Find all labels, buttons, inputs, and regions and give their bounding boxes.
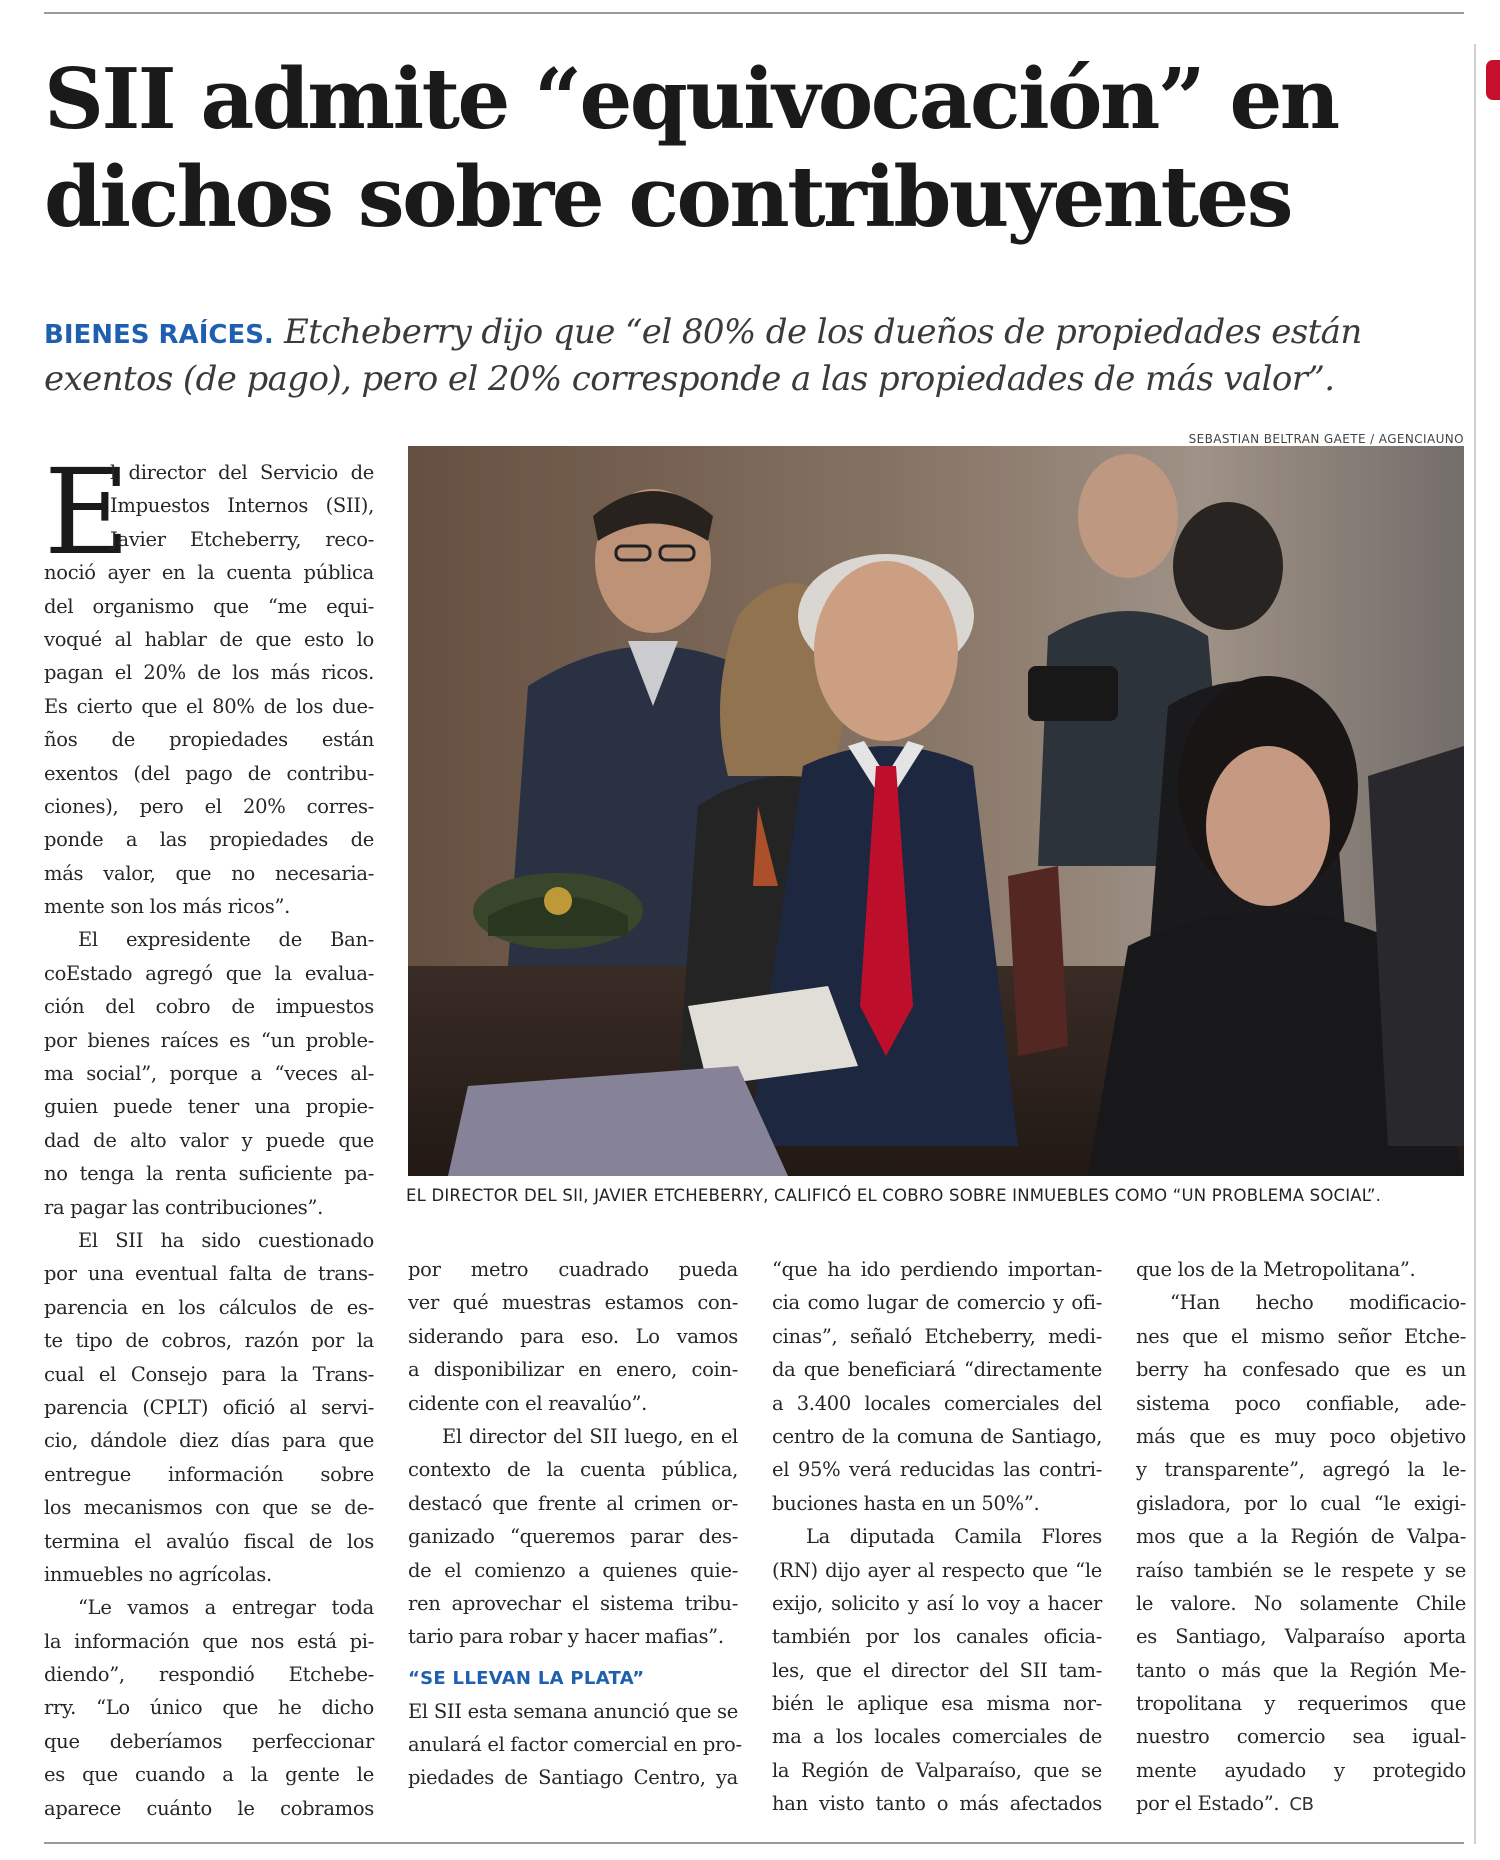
text-line: coEstado agregó que la evalua- [44, 961, 374, 985]
text-line: ganizado “queremos parar des- [408, 1525, 738, 1549]
column-divider [1474, 44, 1476, 1844]
text-line: ra pagar las contribuciones”. [44, 1195, 324, 1219]
text-line: exijo, solicito y así lo voy a hacer [772, 1591, 1102, 1615]
photo-illustration [408, 446, 1464, 1176]
text-line: es que cuando a la gente le [44, 1763, 374, 1787]
text-line: de el comienzo a quienes quie- [408, 1558, 738, 1582]
text-line: el 95% verá reducidas las contri- [772, 1458, 1102, 1482]
photo-credit: SEBASTIAN BELTRAN GAETE / AGENCIAUNO [1188, 432, 1464, 446]
text-line: por una eventual falta de trans- [44, 1262, 374, 1286]
text-line: bién le aplique esa misma nor- [772, 1692, 1102, 1716]
text-line: El SII esta semana anunció que se [408, 1699, 738, 1723]
text-line: tario para robar y hacer mafias”. [408, 1625, 724, 1649]
text-line: la Región de Valparaíso, que se [772, 1758, 1102, 1782]
text-line: han visto tanto o más afectados [772, 1792, 1102, 1816]
text-line: El SII ha sido cuestionado [78, 1228, 374, 1252]
text-line: siderando para eso. Lo vamos [408, 1324, 738, 1348]
text-line: noció ayer en la cuenta pública [44, 561, 374, 585]
text-line: y transparente”, agregó la le- [1136, 1458, 1466, 1482]
text-line: centro de la comuna de Santiago, [772, 1424, 1102, 1448]
text-line: “Le vamos a entregar toda [78, 1596, 374, 1620]
text-line: nes que el mismo señor Etche- [1136, 1324, 1466, 1348]
text-line: tropolitana y requerimos que [1136, 1692, 1466, 1716]
text-line: ciones), pero el 20% corres- [44, 794, 374, 818]
text-line: “que ha ido perdiendo importan- [772, 1258, 1102, 1281]
deck-line-1 [44, 310, 1464, 357]
adjacent-red-mark [1486, 60, 1500, 100]
text-line: ver qué muestras estamos con- [408, 1291, 738, 1315]
text-line: le valore. No solamente Chile [1136, 1591, 1466, 1615]
text-line: parencia en los cálculos de es- [44, 1295, 374, 1319]
text-line: más que es muy poco objetivo [1136, 1424, 1466, 1448]
text-line: ma social”, porque a “veces al- [44, 1062, 374, 1086]
headline [44, 50, 1464, 246]
text-line: ños de propiedades están [44, 728, 374, 752]
column-2 [408, 1253, 742, 1795]
text-line: ren aprovechar el sistema tribu- [408, 1591, 738, 1615]
text-line: piedades de Santiago Centro, ya [408, 1766, 738, 1790]
text-line: cia como lugar de comercio y ofi- [772, 1291, 1102, 1315]
text-line: mente ayudado y protegido [1136, 1758, 1466, 1782]
text-line: El expresidente de Ban- [78, 928, 374, 952]
bottom-rule [44, 1842, 1464, 1844]
text-line: a 3.400 locales comerciales del [772, 1391, 1102, 1415]
text-line: la información que nos está pi- [44, 1629, 374, 1653]
deck [44, 310, 1464, 401]
text-line: buciones hasta en un 50%”. [772, 1491, 1040, 1515]
text-line: más valor, que no necesaria- [44, 861, 374, 885]
text-line: El director del SII luego, en el [442, 1424, 738, 1448]
text-line: por el Estado”. CB [1136, 1787, 1466, 1820]
drop-cap: E [44, 443, 131, 581]
text-line: berry ha confesado que es un [1136, 1358, 1466, 1382]
text-line: Impuestos Internos (SII), [110, 494, 374, 518]
text-line: sistema poco confiable, ade- [1136, 1391, 1466, 1415]
text-line: “Han hecho modificacio- [1170, 1291, 1466, 1315]
text-line: por metro cuadrado pueda [408, 1258, 738, 1281]
column-3 [772, 1253, 1102, 1821]
text-line: ción del cobro de impuestos [44, 995, 374, 1019]
text-line: te tipo de cobros, razón por la [44, 1329, 374, 1353]
text-line: mos que a la Región de Valpa- [1136, 1525, 1466, 1549]
text-line: les, que el director del SII tam- [772, 1658, 1102, 1682]
text-line: cio, dándole diez días para que [44, 1429, 374, 1453]
text-line: que deberíamos perfeccionar [44, 1729, 374, 1753]
text-line: Javier Etcheberry, reco- [110, 527, 374, 551]
deck-text-1: Etcheberry dijo que “el 80% de los dueños de propiedades están [284, 312, 1362, 352]
text-line: ponde a las propiedades de [44, 828, 374, 852]
text-line: entregue información sobre [44, 1462, 374, 1486]
headline-line-2: dichos sobre contribuyentes [44, 148, 1291, 246]
text-line: termina el avalúo fiscal de los [44, 1529, 374, 1553]
text-line: que los de la Metropolitana”. [1136, 1258, 1416, 1281]
text-line: exentos (del pago de contribu- [44, 761, 374, 785]
text-line: l director del Servicio de [110, 461, 374, 484]
column-1 [44, 443, 374, 1825]
text-line: los mecanismos con que se de- [44, 1496, 374, 1520]
text-line: destacó que frente al crimen or- [408, 1491, 738, 1515]
deck-line-2: exentos (de pago), pero el 20% corresponde a las propiedades de más valor”. [44, 359, 1335, 399]
text-line: guien puede tener una propie- [44, 1095, 374, 1119]
text-line: cinas”, señaló Etcheberry, medi- [772, 1324, 1102, 1348]
kicker: BIENES RAÍCES. [44, 320, 274, 350]
photo-caption: EL DIRECTOR DEL SII, JAVIER ETCHEBERRY, CALIFICÓ EL COBRO SOBRE INMUEBLES COMO “UN PROBLEMA SOCIAL”. [406, 1186, 1382, 1205]
text-line: mente son los más ricos”. [44, 895, 291, 919]
text-line: (RN) dijo ayer al respecto que “le [772, 1558, 1102, 1582]
text-line: por bienes raíces es “un proble- [44, 1028, 374, 1052]
text-line: ma a los locales comerciales de [772, 1725, 1102, 1749]
text-line: cidente con el reavalúo”. [408, 1391, 648, 1415]
text-line: contexto de la cuenta pública, [408, 1458, 738, 1482]
text-line: rry. “Lo único que he dicho [44, 1696, 374, 1720]
news-photo [408, 446, 1464, 1176]
end-mark: CB [1289, 1794, 1314, 1816]
text-line: raíso también se le respete y se [1136, 1558, 1466, 1582]
text-line: dad de alto valor y puede que [44, 1128, 374, 1152]
text-line: gisladora, por lo cual “le exigi- [1136, 1491, 1466, 1515]
text-line: inmuebles no agrícolas. [44, 1562, 272, 1586]
text-line: parencia (CPLT) ofició al servi- [44, 1395, 374, 1419]
headline-line-1: SII admite “equivocación” en [44, 50, 1338, 148]
text-line: da que beneficiará “directamente [772, 1358, 1102, 1382]
top-rule [44, 12, 1464, 14]
text-line: anulará el factor comercial en pro- [408, 1733, 742, 1757]
text-line: aparece cuánto le cobramos [44, 1796, 374, 1820]
text-line: voqué al hablar de que esto lo [44, 627, 374, 651]
text-line: La diputada Camila Flores [806, 1525, 1102, 1549]
text-line: a disponibilizar en enero, coin- [408, 1358, 738, 1382]
text-line: Es cierto que el 80% de los due- [44, 694, 374, 718]
text-line: no tenga la renta suficiente pa- [44, 1162, 374, 1186]
text-line: pagan el 20% de los más ricos. [44, 661, 374, 685]
text-line: del organismo que “me equi- [44, 594, 374, 618]
text-line: cual el Consejo para la Trans- [44, 1362, 374, 1386]
text-line: diendo”, respondió Etchebe- [44, 1663, 374, 1687]
text-line: es Santiago, Valparaíso aporta [1136, 1625, 1466, 1649]
subheading: “SE LLEVAN LA PLATA” [408, 1667, 645, 1689]
column-4 [1136, 1253, 1466, 1821]
adjacent-page-strip [1484, 0, 1500, 1860]
text-line: nuestro comercio sea igual- [1136, 1725, 1466, 1749]
text-line: también por los canales oficia- [772, 1625, 1102, 1649]
text-line: tanto o más que la Región Me- [1136, 1658, 1466, 1682]
